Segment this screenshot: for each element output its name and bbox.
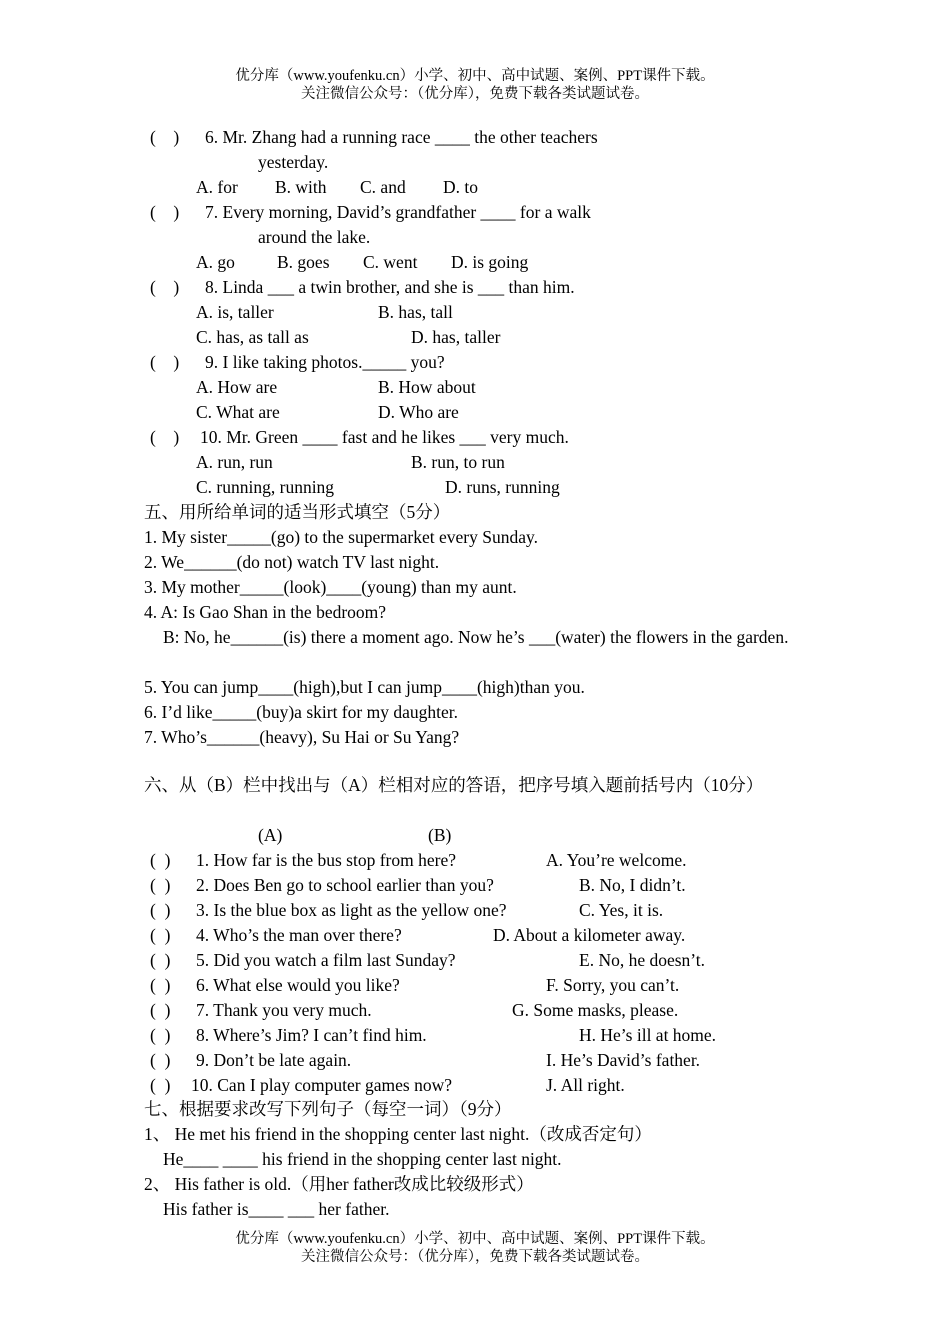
q10-bracket[interactable]: ( ) [150, 427, 180, 447]
match-answer-f: F. Sorry, you can’t. [546, 975, 680, 995]
part6-col-a-header: (A) [258, 825, 283, 845]
q7-option-b: B. goes [277, 252, 330, 272]
q9-stem: 9. I like taking photos._____ you? [205, 352, 445, 372]
part7-question-2: 2、 His father is old.（用her father改成比较级形式） [144, 1174, 534, 1194]
match-bracket-4[interactable]: ( ) [150, 925, 171, 945]
match-question-4: 4. Who’s the man over there? [196, 925, 402, 945]
q7-stem: 7. Every morning, David’s grandfather ____ for a walk [205, 202, 591, 222]
match-answer-h: H. He’s ill at home. [579, 1025, 717, 1045]
q10-option-d: D. runs, running [445, 477, 560, 497]
part5-item-7: 7. Who’s______(heavy), Su Hai or Su Yang? [144, 727, 460, 747]
q6-bracket[interactable]: ( ) [150, 127, 180, 147]
q9-option-a: A. How are [196, 377, 278, 397]
part6-col-b-header: (B) [428, 825, 452, 845]
header-line-2: 关注微信公众号：（优分库），免费下载各类试题试卷。 [301, 86, 649, 102]
match-question-6: 6. What else would you like? [196, 975, 400, 995]
header-line-1: 优分库（www.youfenku.cn）小学、初中、高中试题、案例、PPT课件下载。 [235, 68, 715, 84]
part5-item-1: 1. My sister_____(go) to the supermarket every Sunday. [144, 527, 538, 547]
page-footer [0, 1230, 950, 1266]
match-answer-a: A. You’re welcome. [546, 850, 687, 870]
match-question-9: 9. Don’t be late again. [196, 1050, 352, 1070]
q8-bracket[interactable]: ( ) [150, 277, 180, 297]
match-question-2: 2. Does Ben go to school earlier than you? [196, 875, 494, 895]
q8-stem: 8. Linda ___ a twin brother, and she is ___ than him. [205, 277, 575, 297]
match-bracket-5[interactable]: ( ) [150, 950, 171, 970]
q7-option-c: C. went [363, 252, 418, 272]
q8-option-d: D. has, taller [411, 327, 501, 347]
q7-stem-cont: around the lake. [258, 227, 371, 247]
page-header [0, 67, 950, 103]
match-answer-e: E. No, he doesn’t. [579, 950, 706, 970]
match-answer-d: D. About a kilometer away. [493, 925, 686, 945]
footer-line-2: 关注微信公众号：（优分库），免费下载各类试题试卷。 [301, 1249, 649, 1265]
match-answer-c: C. Yes, it is. [579, 900, 664, 920]
q9-option-c: C. What are [196, 402, 280, 422]
q6-option-d: D. to [443, 177, 478, 197]
q9-option-d: D. Who are [378, 402, 459, 422]
match-bracket-7[interactable]: ( ) [150, 1000, 171, 1020]
match-question-5: 5. Did you watch a film last Sunday? [196, 950, 456, 970]
q6-option-b: B. with [275, 177, 327, 197]
part7-answer-2[interactable]: His father is____ ___ her father. [163, 1199, 390, 1219]
q8-option-b: B. has, tall [378, 302, 453, 322]
q7-option-a: A. go [196, 252, 235, 272]
q6-option-c: C. and [360, 177, 406, 197]
part7-question-1: 1、 He met his friend in the shopping center last night.（改成否定句） [144, 1124, 652, 1144]
part5-item-6: 6. I’d like_____(buy)a skirt for my daughter. [144, 702, 458, 722]
q8-option-c: C. has, as tall as [196, 327, 309, 347]
match-bracket-6[interactable]: ( ) [150, 975, 171, 995]
q8-option-a: A. is, taller [196, 302, 274, 322]
part5-item-4b-text: B: No, he______(is) there a moment ago. Now he’s ___(water) the flowers in the garden. [163, 627, 789, 647]
q6-option-a: A. for [196, 177, 238, 197]
part5-item-4a: 4. A: Is Gao Shan in the bedroom? [144, 602, 387, 622]
match-bracket-1[interactable]: ( ) [150, 850, 171, 870]
match-bracket-3[interactable]: ( ) [150, 900, 171, 920]
part5-item-2: 2. We______(do not) watch TV last night. [144, 552, 440, 572]
match-bracket-9[interactable]: ( ) [150, 1050, 171, 1070]
match-answer-i: I. He’s David’s father. [546, 1050, 701, 1070]
q9-option-b: B. How about [378, 377, 476, 397]
match-bracket-2[interactable]: ( ) [150, 875, 171, 895]
match-answer-j: J. All right. [546, 1075, 625, 1095]
match-answer-b: B. No, I didn’t. [579, 875, 686, 895]
q9-bracket[interactable]: ( ) [150, 352, 180, 372]
match-question-10: 10. Can I play computer games now? [191, 1075, 452, 1095]
q10-stem: 10. Mr. Green ____ fast and he likes ___ very much. [200, 427, 569, 447]
match-answer-g: G. Some masks, please. [512, 1000, 679, 1020]
part5-item-4b [163, 625, 806, 649]
match-question-1: 1. How far is the bus stop from here? [196, 850, 457, 870]
q6-stem: 6. Mr. Zhang had a running race ____ the other teachers [205, 127, 598, 147]
part6-title: 六、从（B）栏中找出与（A）栏相对应的答语，把序号填入题前括号内（10分） [144, 775, 764, 795]
part7-title: 七、根据要求改写下列句子（每空一词）（9分） [144, 1099, 512, 1119]
q7-bracket[interactable]: ( ) [150, 202, 180, 222]
footer-line-1: 优分库（www.youfenku.cn）小学、初中、高中试题、案例、PPT课件下载。 [235, 1231, 715, 1247]
q10-option-b: B. run, to run [411, 452, 505, 472]
q10-option-c: C. running, running [196, 477, 335, 497]
part5-item-3: 3. My mother_____(look)____(young) than my aunt. [144, 577, 517, 597]
match-question-3: 3. Is the blue box as light as the yellow one? [196, 900, 507, 920]
match-bracket-8[interactable]: ( ) [150, 1025, 171, 1045]
match-bracket-10[interactable]: ( ) [150, 1075, 171, 1095]
part5-title: 五、用所给单词的适当形式填空（5分） [144, 502, 451, 522]
part7-answer-1[interactable]: He____ ____ his friend in the shopping center last night. [163, 1149, 562, 1169]
q6-stem-cont: yesterday. [258, 152, 329, 172]
q7-option-d: D. is going [451, 252, 529, 272]
match-question-8: 8. Where’s Jim? I can’t find him. [196, 1025, 427, 1045]
part5-item-5: 5. You can jump____(high),but I can jump____(high)than you. [144, 677, 585, 697]
match-question-7: 7. Thank you very much. [196, 1000, 372, 1020]
q10-option-a: A. run, run [196, 452, 273, 472]
